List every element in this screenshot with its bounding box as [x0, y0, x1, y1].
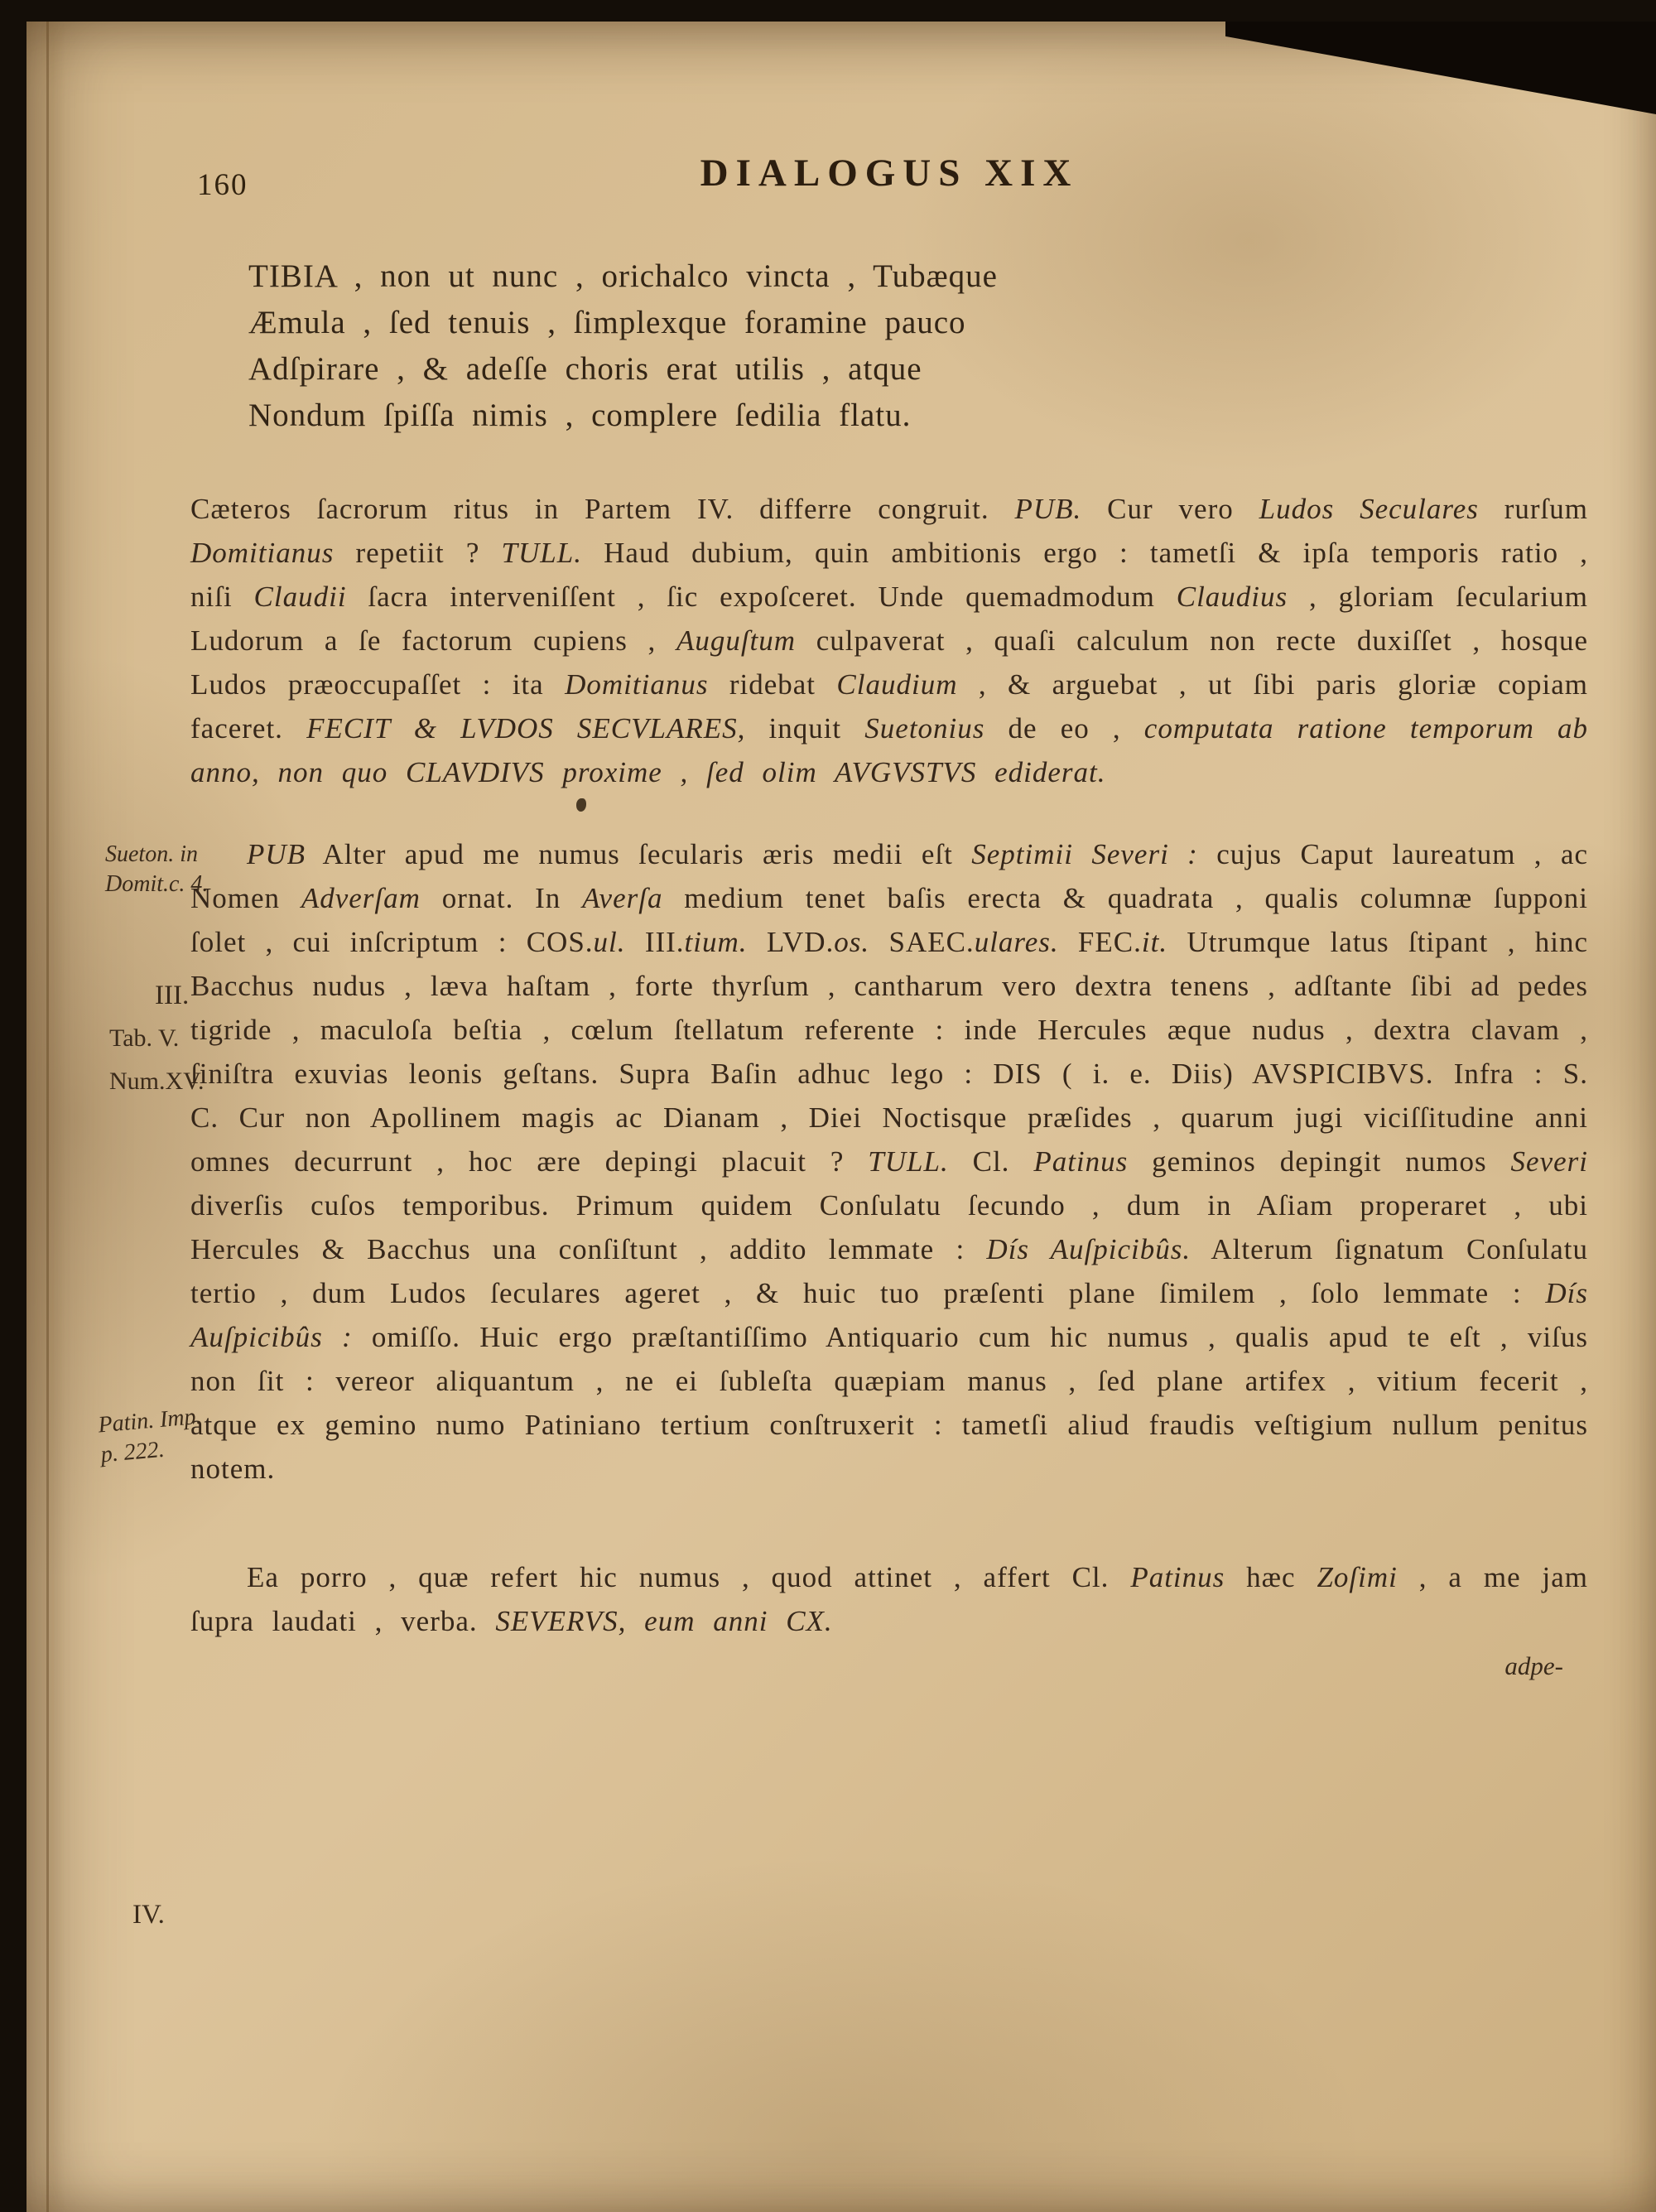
paragraph-seculares	[190, 487, 1588, 794]
text-segment: PUB.	[1014, 493, 1082, 525]
text-segment: geminos depingit numos	[1128, 1145, 1511, 1178]
catchword: adpe-	[1504, 1651, 1563, 1680]
text-segment: SAEC.	[869, 926, 975, 958]
text-segment: , & arguebat , ut ſibi paris gloriæ copiam faceret.	[190, 668, 1588, 745]
text-segment: ridebat	[708, 668, 837, 701]
margin-note-section-4	[132, 1900, 165, 1930]
margin-note-line: Num.XV.	[109, 1067, 205, 1095]
paragraph-numus-severi	[190, 832, 1588, 1491]
text-segment: SEVERVS,	[495, 1605, 627, 1637]
text-segment: Domitianus	[565, 668, 709, 701]
text-segment: Patinus	[1033, 1145, 1129, 1178]
text-segment: TULL.	[501, 537, 582, 569]
text-segment: Claudium	[836, 668, 958, 701]
text-segment: culpaverat , quaſi calculum non recte duxiſſet , hosque Ludos præoccupaſſet : ita	[190, 624, 1588, 701]
page-header-row	[190, 151, 1588, 210]
section-number: III.	[155, 981, 190, 1010]
text-segment: medium tenet baſis erecta & quadrata , qualis columnæ ſupponi ſolet , cui inſcriptum : COS.	[190, 882, 1588, 958]
text-segment: ul.	[593, 926, 626, 958]
margin-note-line: Sueton. in	[105, 841, 198, 867]
text-segment: it.	[1141, 926, 1168, 958]
text-segment: diverſis cuſos temporibus. Primum quidem Conſulatu ſecundo , dum in Aſiam properaret , ubi Hercules & Bacchus una conſiſtunt , addito lemmate :	[190, 1189, 1588, 1265]
text-segment: Alter apud me numus ſecularis æris medii eſt	[306, 838, 972, 870]
page-number: 160	[197, 168, 248, 202]
text-segment: Zoſimi	[1317, 1561, 1398, 1593]
text-segment: omiſſo. Huic ergo præſtantiſſimo Antiquario cum hic numus , qualis apud te eſt , viſus non ſit : vereor aliquantum , ne ei ſubleſta quæpiam manus , ſed plane artifex , vitium fecerit , atque ex gemino numo Patiniano tertium conſtruxerit : tametſi aliud fraudis veſtigium nullum penitus notem.	[190, 1321, 1588, 1485]
text-segment: Claudius	[1176, 581, 1288, 613]
text-segment: Cl.	[948, 1145, 1034, 1178]
text-segment: cujus Caput laureatum , ac Nomen	[190, 838, 1589, 914]
text-segment: Haud dubium, quin ambitionis ergo : tametſi & ipſa temporis ratio , niſi	[190, 537, 1588, 613]
text-segment: Suetonius	[864, 712, 985, 745]
text-segment: TULL.	[868, 1145, 949, 1178]
text-segment: de eo ,	[984, 712, 1144, 745]
verse-line: Adſpirare , & adeſſe choris erat utilis , atque	[248, 351, 922, 387]
text-segment: Domitianus	[190, 537, 335, 569]
text-segment: Septimii Severi :	[971, 838, 1198, 870]
margin-note-patin	[97, 1402, 205, 1471]
text-segment: Adverſam	[301, 882, 421, 914]
text-segment: Dís Auſpicibûs :	[190, 1277, 1588, 1353]
page-corner-shadow	[1225, 22, 1656, 114]
margin-note-line: Patin. Imp.	[97, 1403, 203, 1439]
margin-note-line: Domit.c. 4.	[105, 871, 209, 897]
margin-note-suetonius	[105, 840, 208, 899]
margin-note-section-3	[109, 974, 204, 1103]
text-segment: Cæteros ſacrorum ritus in Partem IV. differre congruit.	[190, 493, 1015, 525]
text-segment: Cur vero	[1081, 493, 1259, 525]
text-segment: Ea porro , quæ refert hic numus , quod attinet , affert Cl.	[247, 1561, 1131, 1593]
book-page	[26, 22, 1656, 2212]
verse-line: Æmula , ſed tenuis , ſimplexque foramine pauco	[248, 305, 966, 340]
section-number: IV.	[132, 1900, 165, 1930]
text-segment: Claudii	[253, 581, 347, 613]
text-segment: tium.	[684, 926, 748, 958]
text-segment: PUB	[247, 838, 306, 870]
text-segment: Patinus	[1130, 1561, 1225, 1593]
text-segment: FECIT & LVDOS SECVLARES,	[306, 712, 746, 745]
text-segment: rurſum	[1478, 493, 1588, 525]
text-segment: III.	[625, 926, 685, 958]
text-segment: FEC.	[1058, 926, 1142, 958]
text-segment: , gloriam ſecularium Ludorum a ſe factorum cupiens ,	[190, 581, 1588, 657]
text-segment: Averſa	[582, 882, 663, 914]
verse-quotation	[248, 253, 1588, 439]
verse-line: Nondum ſpiſſa nimis , complere ſedilia flatu.	[248, 398, 912, 433]
margin-note-line: Tab. V.	[109, 1024, 180, 1052]
text-segment: Alterum ſignatum Conſulatu tertio , dum Ludos ſeculares ageret , & huic tuo præſenti plane ſimilem , ſolo lemmate :	[190, 1233, 1588, 1309]
text-segment: , a me jam ſupra laudati , verba.	[190, 1561, 1589, 1637]
text-segment: ornat. In	[420, 882, 583, 914]
paragraph-zosimi	[190, 1555, 1588, 1643]
page-title: DIALOGUS XIX	[700, 152, 1079, 195]
text-segment: repetiit ?	[334, 537, 502, 569]
text-segment: ulares.	[974, 926, 1059, 958]
margin-note-line: p. 222.	[99, 1436, 166, 1468]
page-content	[190, 151, 1588, 1681]
verse-line: TIBIA , non ut nunc , orichalco vincta , Tubæque	[248, 258, 998, 294]
text-segment: inquit	[745, 712, 865, 745]
text-segment: Utrumque latus ſtipant , hinc Bacchus nudus , læva haſtam , forte thyrſum , cantharum vero dextra tenens , adſtante ſibi ad pedes tigride , maculoſa beſtia , cœlum ſtellatum referente : inde Hercules æque nudus , dextra clavam , ſiniſtra exuvias leonis geſtans. Supra Baſin adhuc lego : DIS ( i. e. Diis) AVSPICIBVS. Infra : S. C. Cur non Apollinem magis ac Dianam , Diei Noctisque præſides , quarum jugi viciſſitudine anni omnes decurrunt , hoc ære depingi placuit ?	[190, 926, 1588, 1178]
text-segment	[626, 1605, 644, 1637]
text-segment: eum anni CX.	[644, 1605, 833, 1637]
text-segment: LVD.	[747, 926, 835, 958]
text-segment: ſacra interveniſſent , ſic expoſceret. Unde quemadmodum	[346, 581, 1177, 613]
text-segment: Dís Auſpicibûs.	[986, 1233, 1191, 1265]
page-edge-line	[46, 22, 49, 2212]
text-segment: Ludos Seculares	[1259, 493, 1479, 525]
text-segment: computata ratione temporum ab anno, non quo CLAVDIVS proxime , ſed olim AVGVSTVS ediderat.	[190, 712, 1588, 788]
text-segment: hæc	[1225, 1561, 1317, 1593]
text-segment: Severi	[1510, 1145, 1588, 1178]
text-segment: Auguſtum	[676, 624, 797, 657]
text-segment: os.	[834, 926, 870, 958]
